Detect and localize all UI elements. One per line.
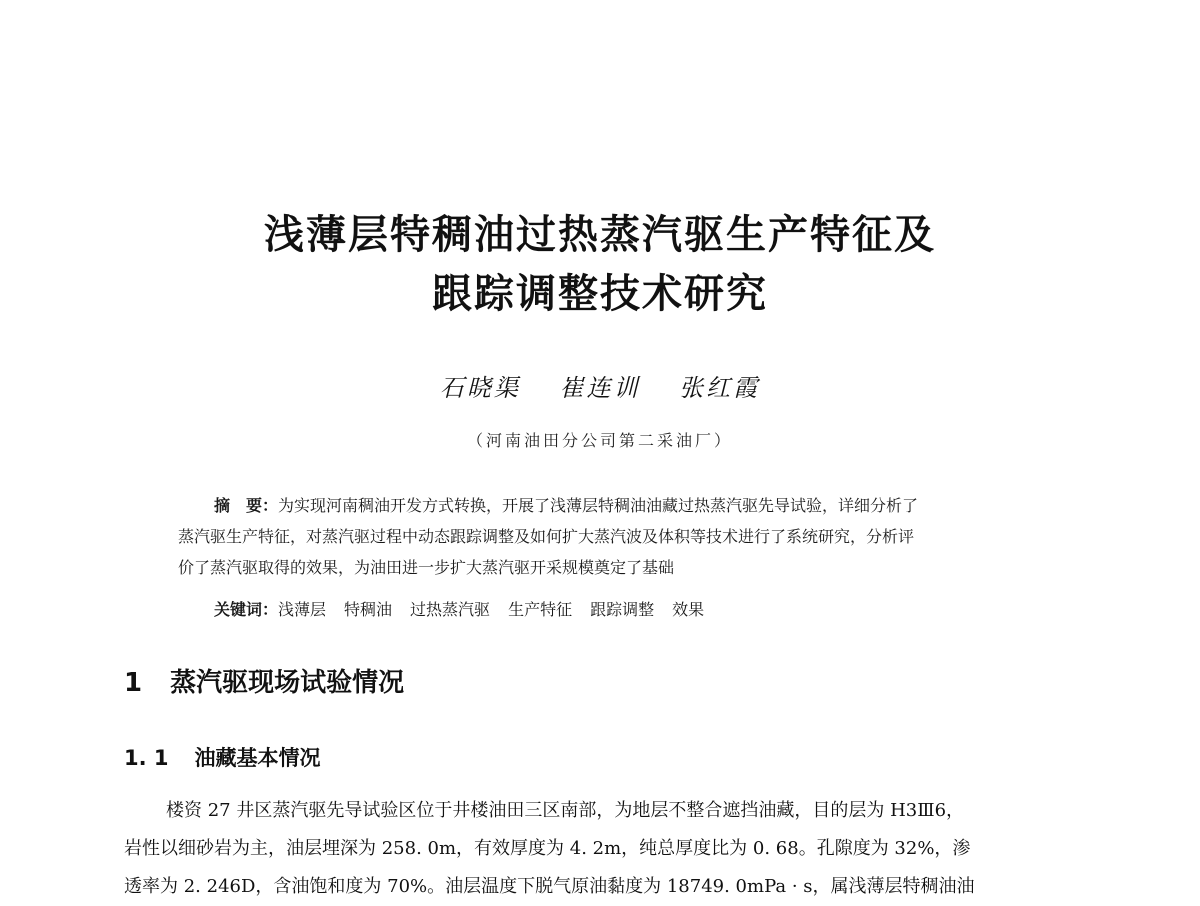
paper-title-line-1: 浅薄层特稠油过热蒸汽驱生产特征及 (264, 212, 936, 258)
author-name: 石晓渠 (439, 374, 521, 402)
body-line: 楼资 27 井区蒸汽驱先导试验区位于井楼油田三区南部，为地层不整合遮挡油藏，目的层为 H3Ⅲ6， (166, 800, 965, 821)
subsection-title: 油藏基本情况 (194, 746, 321, 770)
author-list (0, 368, 1200, 403)
keyword: 效果 (672, 600, 705, 619)
abstract-line: 为实现河南稠油开发方式转换，开展了浅薄层特稠油油藏过热蒸汽驱先导试验，详细分析了 (278, 496, 919, 515)
paper-title-line-2: 跟踪调整技术研究 (432, 271, 768, 317)
section-number: 1 (124, 668, 143, 698)
keywords (214, 596, 722, 624)
keywords-label: 关键词： (214, 600, 279, 619)
body-line: 透率为 2. 246D，含油饱和度为 70%。油层温度下脱气原油黏度为 18749. 0mPa · s，属浅薄层特稠油油 (124, 876, 975, 897)
abstract-line: 蒸汽驱生产特征，对蒸汽驱过程中动态跟踪调整及如何扩大蒸汽波及体积等技术进行了系统研究，分析评 (178, 527, 915, 546)
body-paragraph (124, 792, 1078, 906)
keyword: 特稠油 (344, 600, 393, 619)
keyword: 浅薄层 (278, 600, 327, 619)
section-title: 蒸汽驱现场试验情况 (170, 668, 405, 698)
affiliation: （河南油田分公司第二采油厂） (466, 431, 733, 450)
subsection-number: 1. 1 (124, 746, 169, 770)
body-line: 岩性以细砂岩为主，油层埋深为 258. 0m，有效厚度为 4. 2m，纯总厚度比为 0. 68。孔隙度为 32%，渗 (124, 838, 971, 859)
keyword: 过热蒸汽驱 (410, 600, 491, 619)
abstract-label: 摘 要： (214, 496, 279, 515)
author-name: 张红霞 (679, 374, 761, 402)
section-heading (124, 662, 404, 699)
abstract (178, 490, 1046, 583)
abstract-line: 价了蒸汽驱取得的效果，为油田进一步扩大蒸汽驱开采规模奠定了基础 (178, 558, 675, 577)
subsection-heading (124, 742, 321, 772)
keyword: 生产特征 (508, 600, 573, 619)
keyword: 跟踪调整 (590, 600, 655, 619)
author-name: 崔连训 (559, 374, 641, 402)
